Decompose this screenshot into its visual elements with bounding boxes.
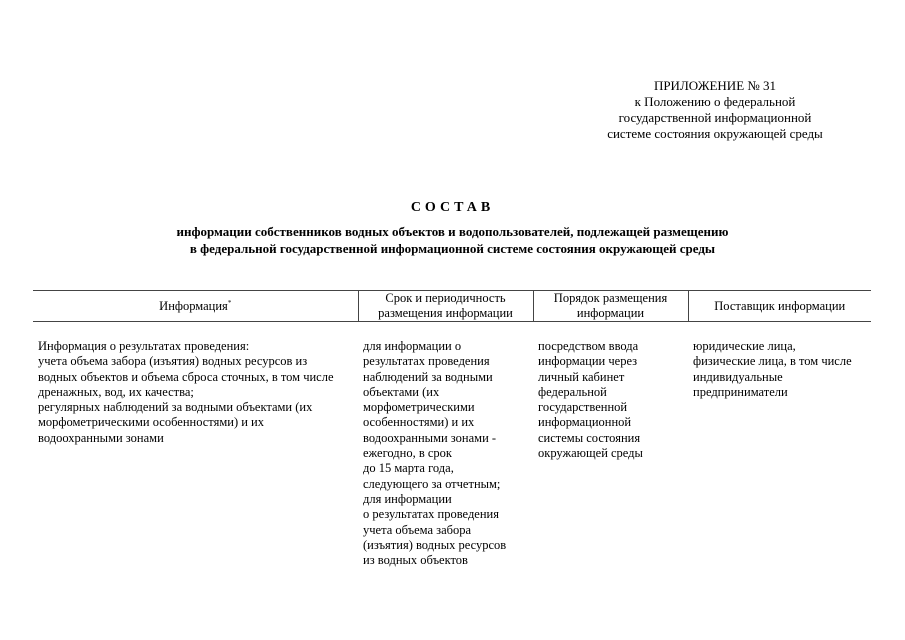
document-title: СОСТАВ xyxy=(410,200,495,215)
annex-block xyxy=(560,78,870,142)
information-table xyxy=(33,290,871,568)
subtitle-line: в федеральной государственной информационной системе состояния окружающей среды xyxy=(189,241,716,256)
cell-supplier: юридические лица, физические лица, в том числе индивидуальные предприниматели xyxy=(693,339,852,399)
header-schedule: Срок и периодичность размещения информации xyxy=(358,291,533,322)
table-row xyxy=(33,322,871,569)
header-supplier: Поставщик информации xyxy=(688,291,871,322)
cell-information: Информация о результатах проведения: учета объема забора (изъятия) водных ресурсов из водных объектов и объема сброса сточных, в том числе дренажных, вод, их качества; регулярных наблюдений за водными объектами (их морфометрическими особенностями) и их водоохранными зонами xyxy=(38,339,334,445)
header-procedure: Порядок размещения информации xyxy=(533,291,688,322)
cell-procedure: посредством ввода информации через личный кабинет федеральной государственной информационной системы состояния окружающей среды xyxy=(538,339,643,461)
annex-number: ПРИЛОЖЕНИЕ № 31 xyxy=(653,78,777,93)
table-header-row xyxy=(33,291,871,322)
header-information: Информация* xyxy=(33,291,358,322)
annex-line: государственной информационной xyxy=(618,110,812,125)
cell-schedule: для информации о результатах проведения наблюдений за водными объектами (их морфометрическими особенностями) и их водоохранными зонами - ежегодно, в срок до 15 марта года, следующего за отчетным; для информации о результатах проведения учета объема забора (изъятия) водных ресурсов из водных объектов xyxy=(363,339,507,568)
footnote-mark: * xyxy=(227,298,232,307)
annex-line: системе состояния окружающей среды xyxy=(607,126,823,141)
document-subtitle xyxy=(0,223,905,257)
subtitle-line: информации собственников водных объектов и водопользователей, подлежащей размещению xyxy=(176,224,729,239)
annex-line: к Положению о федеральной xyxy=(634,94,796,109)
